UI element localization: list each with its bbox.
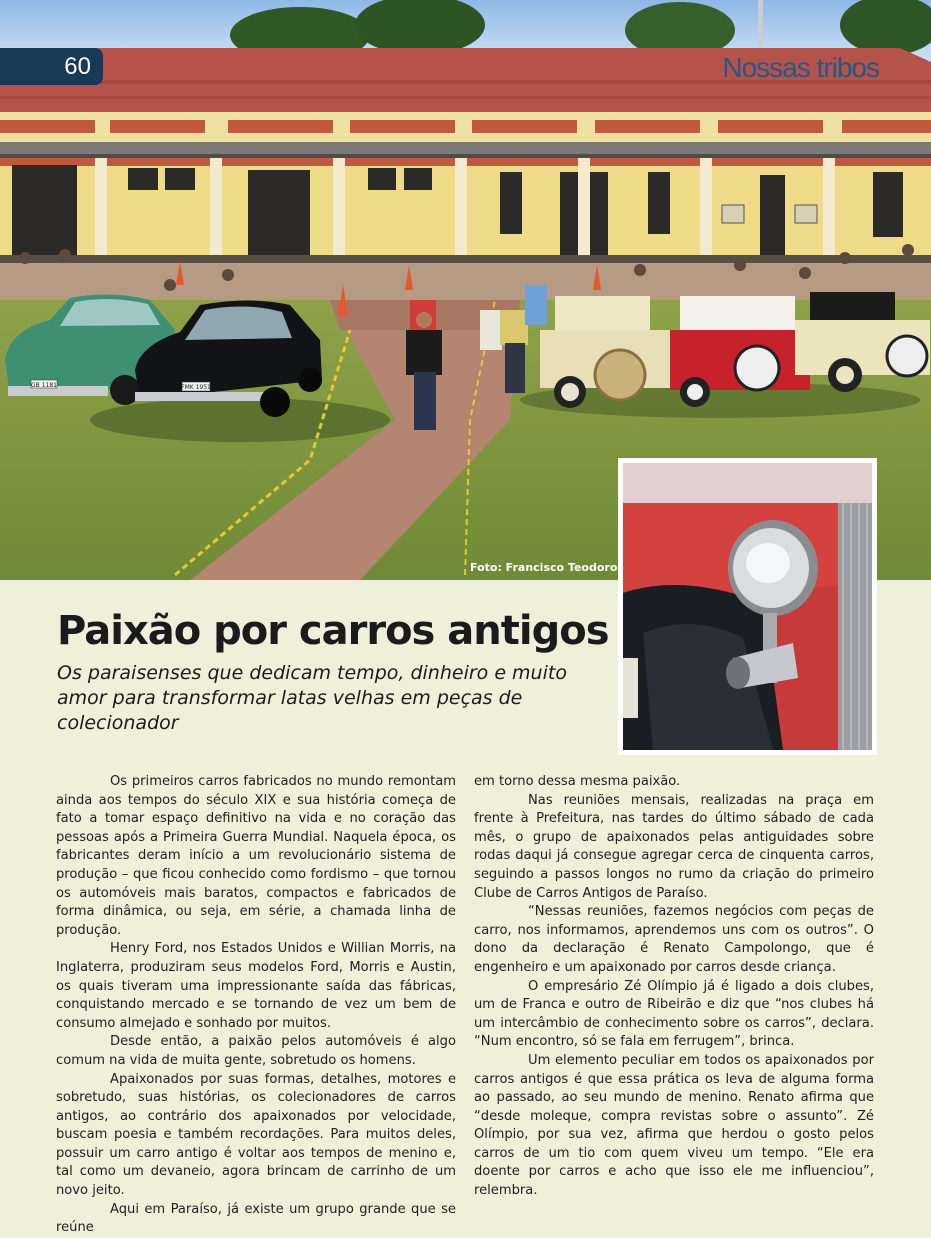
body-column-right (474, 773, 874, 1201)
section-title: Nossas tribos (722, 52, 879, 83)
photo-credit: Foto: Francisco Teodoro (470, 561, 618, 574)
paragraph: em torno dessa mesma paixão. (474, 774, 681, 789)
headline: Paixão por carros antigos (57, 608, 609, 654)
plate-green-car: GB 1181 (31, 382, 57, 389)
inset-photo (618, 458, 877, 755)
body-column-left (56, 773, 456, 1238)
page-number: 60 (64, 53, 91, 80)
page-number-tab (0, 48, 103, 85)
paragraph: O empresário Zé Olímpio já é ligado a dois clubes, um de Franca e outro de Ribeirão e diz que “nos clubes há um intercâmbio de conhecimento sobre os carros”, declara. “Num encontro, só se fala em ferrugem”, brinca. (474, 978, 874, 1050)
headlamp-illustration (623, 463, 872, 750)
paragraph: Aqui em Paraíso, já existe um grupo grande que se reúne (56, 1201, 456, 1236)
paragraph: “Nessas reuniões, fazemos negócios com peças de carro, nos informamos, aprendemos uns com os outros”. O dono da declaração é Renato Campolongo, que é engenheiro e um apaixonado por carros desde criança. (474, 904, 874, 975)
paragraph: Um elemento peculiar em todos os apaixonados por carros antigos é que essa prática os leva de alguma forma ao passado, ao seu mundo de menino. Renato afirma que “desde moleque, compra revistas sobre o assunto”. Zé Olímpio, por sua vez, afirma que herdou o gosto pelos carros de um tio com quem viveu um tempo. “Ele era doente por carros e acho que isso ele me influenciou”, relembra. (474, 1052, 874, 1199)
paragraph: Os primeiros carros fabricados no mundo remontam ainda aos tempos do século XIX e sua história começa de fato a tomar espaço definitivo na vida e no coração das pessoas após a Primeira Guerra Mundial. Naquela época, os fabricantes deram início a um revolucionário sistema de produção – que ficou conhecido como fordismo – que tornou os automóveis mais baratos, compactos e fabricados de forma dinâmica, ou seja, em série, a chamada linha de produção. (56, 774, 456, 938)
paragraph: Desde então, a paixão pelos automóveis é algo comum na vida de muita gente, sobretudo os homens. (56, 1034, 456, 1068)
paragraph: Henry Ford, nos Estados Unidos e Willian Morris, na Inglaterra, produziram seus modelos Ford, Morris e Austin, os quais tiveram uma impressionante saída das fábricas, conquistando mercado e se tornando de vez um bem de consumo almejado e sonhado por muitos. (56, 941, 456, 1031)
paragraph: Nas reuniões mensais, realizadas na praça em frente à Prefeitura, nas tardes do último sábado de cada mês, o grupo de apaixonados pelas antiguidades sobre rodas daqui já consegue agregar cerca de cinquenta carros, seguindo a passos longos no rumo da criação do primeiro Clube de Carros Antigos de Paraíso. (474, 792, 874, 901)
subheadline: Os paraisenses que dedicam tempo, dinheiro e muito amor para transformar latas velhas em peças de colecionador (57, 662, 567, 734)
paragraph: Apaixonados por suas formas, detalhes, motores e sobretudo, suas histórias, os colecionadores de carros antigos, ao contrário dos apaixonados por velocidade, buscam poesia e também recordações. Para muitos deles, possuir um carro antigo é voltar aos tempos de menino e, tal como um devaneio, agora brincam de carrinho de um novo jeito. (56, 1071, 456, 1199)
plate-black-car: FMK 1951 (181, 384, 211, 391)
